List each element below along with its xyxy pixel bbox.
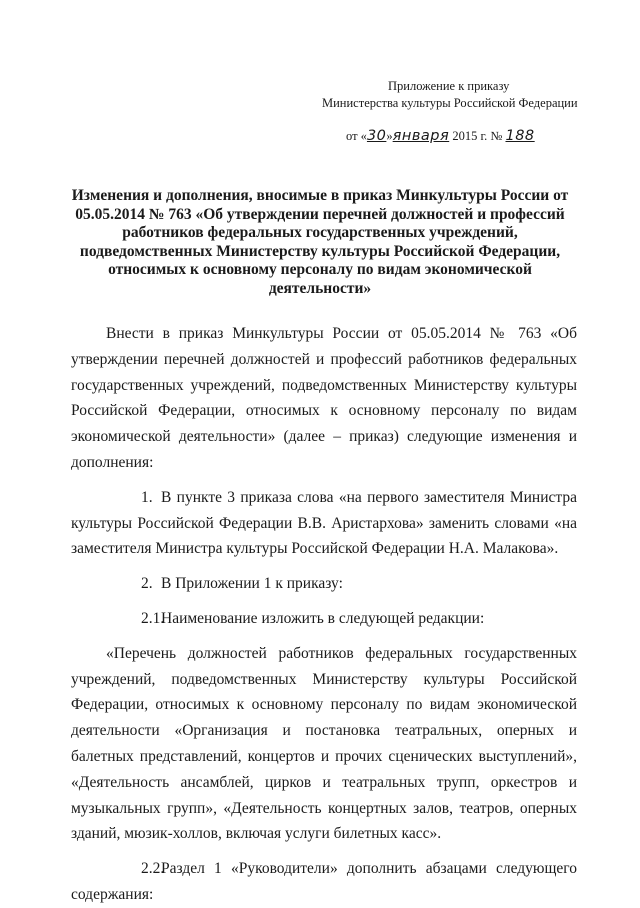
paragraph-1-number: 1. xyxy=(141,488,153,506)
appendix-date-line xyxy=(322,128,612,145)
document-body xyxy=(71,321,577,908)
paragraph-2-number: 2. xyxy=(141,575,153,593)
intro-paragraph: Внести в приказ Минкультуры России от 05.05.2014 № 763 «Об утверждении перечней должностей и профессий работников федеральных государственных учреждений, подведомственных Министерству культуры Российской Федерации, относимых к основному персоналу по видам экономической деятельности» (далее – приказ) следующие изменения и дополнения: xyxy=(71,325,577,471)
paragraph-1-text: В пункте 3 приказа слова «на первого заместителя Министра культуры Российской Федерации В.В. Аристархова» заменить словами «на заместителя Министра культуры Российской Федерации Н.А. Малакова». xyxy=(71,488,577,558)
quoted-title-paragraph: «Перечень должностей работников федеральных государственных учреждений, подведомственных Министерству культуры Российской Федерации, относимых к основному персоналу по видам экономической деятельности «Организация и постановка театральных, оперных и балетных представлений, концертов и прочих сценических выступлений», «Деятельность ансамблей, цирков и театральных трупп, оркестров и музыкальных групп», «Деятельность концертных залов, театров, оперных зданий, мюзик-холлов, включая услуги билетных касс». xyxy=(71,644,577,843)
paragraph-2-1-text: Наименование изложить в следующей редакции: xyxy=(161,609,485,627)
paragraph-2-1 xyxy=(71,606,577,632)
date-day: 30 xyxy=(366,128,387,144)
document-title: Изменения и дополнения, вносимые в приказ Минкультуры России от 05.05.2014 № 763 «Об утверждении перечней должностей и профессий работников федеральных государственных учреждений, подведомственных Министерству культуры Российской Федерации, относимых к основному персоналу по видам экономической деятельности» xyxy=(71,187,569,297)
paragraph-2 xyxy=(71,571,577,597)
paragraph-2-1-number: 2.1. xyxy=(141,609,165,627)
paragraph-2-2-text: Раздел 1 «Руководители» дополнить абзацами следующего содержания: xyxy=(71,860,577,903)
date-year: 2015 г. № xyxy=(452,129,503,143)
appendix-line-1: Приложение к приказу xyxy=(388,79,510,93)
date-number: 188 xyxy=(505,128,535,144)
date-month: января xyxy=(392,128,450,144)
paragraph-2-text: В Приложении 1 к приказу: xyxy=(161,575,343,593)
appendix-line-2: Министерства культуры Российской Федерации xyxy=(322,96,578,110)
date-quote: » xyxy=(386,129,393,143)
date-prefix: от « xyxy=(346,129,367,143)
paragraph-2-2-number: 2.2. xyxy=(141,860,165,878)
paragraph-2-2 xyxy=(71,856,577,908)
paragraph-1 xyxy=(71,485,577,562)
appendix-header xyxy=(322,78,612,145)
